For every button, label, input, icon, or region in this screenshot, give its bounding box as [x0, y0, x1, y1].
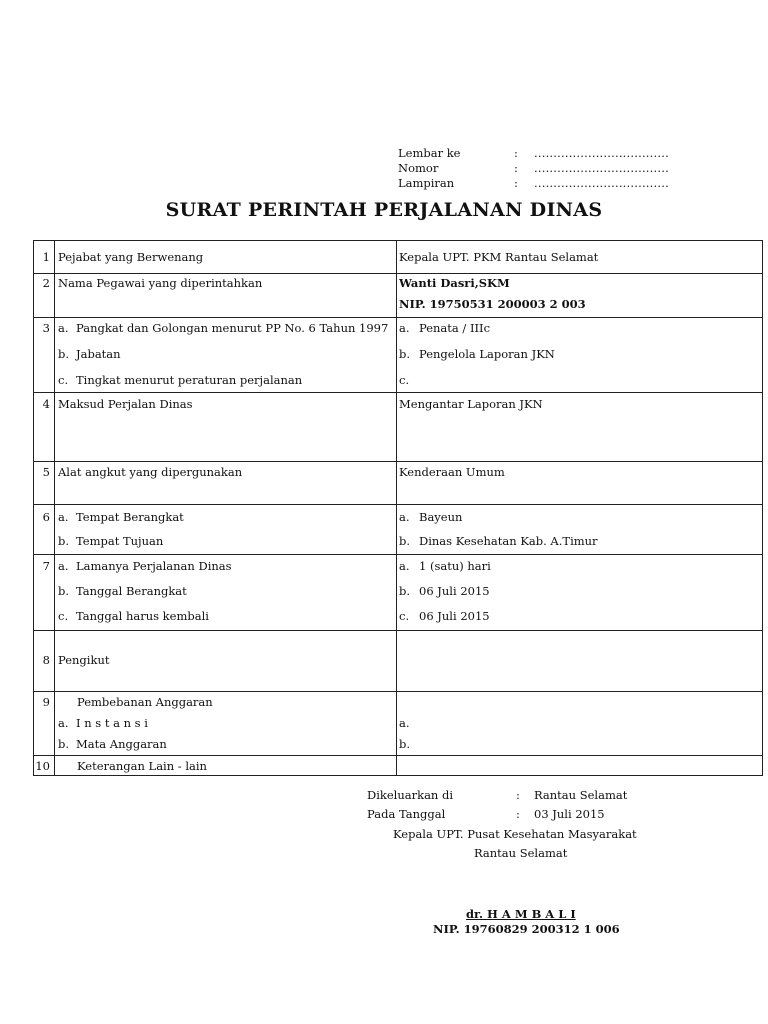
reference-label: Lampiran: [398, 176, 455, 190]
list-marker: a.: [58, 559, 69, 573]
field-label-tempat-berangkat: Tempat Berangkat: [76, 510, 184, 524]
row-divider: [34, 461, 762, 462]
field-value-jabatan: Pengelola Laporan JKN: [419, 347, 555, 361]
issued-place-label: Dikeluarkan di: [367, 788, 454, 802]
row-number: 4: [42, 397, 50, 411]
list-marker: a.: [58, 321, 69, 335]
signatory-name: dr. H A M B A L I: [466, 907, 576, 921]
row-number: 9: [42, 695, 50, 709]
row-divider: [34, 630, 762, 631]
list-marker: c.: [58, 609, 69, 623]
field-value-tanggal-kembali: 06 Juli 2015: [419, 609, 490, 623]
reference-colon: :: [514, 176, 518, 190]
row-divider: [34, 317, 762, 318]
reference-value: ...................................: [534, 161, 669, 175]
row-number: 7: [42, 559, 50, 573]
row-number: 3: [42, 321, 50, 335]
document-title: SURAT PERINTAH PERJALANAN DINAS: [165, 199, 603, 221]
field-label-mata-anggaran: Mata Anggaran: [76, 737, 167, 751]
list-marker: b.: [399, 584, 411, 598]
issued-date-label: Pada Tanggal: [367, 807, 446, 821]
row-number: 5: [42, 465, 50, 479]
field-value-tanggal-berangkat: 06 Juli 2015: [419, 584, 490, 598]
list-marker: a.: [58, 510, 69, 524]
signatory-nip: NIP. 19760829 200312 1 006: [433, 922, 620, 936]
row-divider: [34, 691, 762, 692]
field-label-nama-pegawai: Nama Pegawai yang diperintahkan: [58, 276, 263, 290]
issued-date-colon: :: [516, 807, 520, 821]
list-marker: a.: [399, 716, 410, 730]
field-label-alat-angkut: Alat angkut yang dipergunakan: [58, 465, 243, 479]
field-value-pejabat: Kepala UPT. PKM Rantau Selamat: [399, 250, 599, 264]
field-value-alat-angkut: Kenderaan Umum: [399, 465, 505, 479]
list-marker: c.: [399, 373, 410, 387]
row-divider: [34, 554, 762, 555]
list-marker: b.: [399, 534, 411, 548]
row-number: 10: [35, 759, 50, 773]
list-marker: c.: [399, 609, 410, 623]
field-label-jabatan: Jabatan: [76, 347, 121, 361]
column-divider-value: [396, 241, 397, 775]
list-marker: b.: [58, 347, 70, 361]
list-marker: a.: [58, 716, 69, 730]
reference-colon: :: [514, 161, 518, 175]
field-value-maksud: Mengantar Laporan JKN: [399, 397, 543, 411]
column-divider-number: [54, 241, 55, 775]
row-number: 8: [42, 653, 50, 667]
issued-place-colon: :: [516, 788, 520, 802]
reference-block: [398, 146, 669, 191]
reference-value: ...................................: [534, 176, 669, 190]
reference-row-lembar: [398, 146, 669, 161]
list-marker: b.: [399, 737, 411, 751]
field-label-tempat-tujuan: Tempat Tujuan: [76, 534, 164, 548]
row-number: 6: [42, 510, 50, 524]
field-value-nama-pegawai: Wanti Dasri,SKM: [399, 276, 510, 290]
reference-label: Lembar ke: [398, 146, 461, 160]
field-label-pengikut: Pengikut: [58, 653, 110, 667]
field-label-maksud: Maksud Perjalan Dinas: [58, 397, 193, 411]
reference-row-lampiran: [398, 176, 669, 191]
field-label-pembebanan: Pembebanan Anggaran: [77, 695, 213, 709]
row-divider: [34, 273, 762, 274]
list-marker: c.: [58, 373, 69, 387]
field-label-instansi: I n s t a n s i: [76, 716, 148, 730]
list-marker: b.: [399, 347, 411, 361]
signatory-position: Kepala UPT. Pusat Kesehatan Masyarakat: [393, 827, 637, 841]
field-label-tanggal-kembali: Tanggal harus kembali: [76, 609, 209, 623]
row-divider: [34, 392, 762, 393]
list-marker: b.: [58, 737, 70, 751]
row-number: 1: [42, 250, 50, 264]
issued-place-value: Rantau Selamat: [534, 788, 628, 802]
field-value-pangkat: Penata / IIIc: [419, 321, 491, 335]
field-label-keterangan: Keterangan Lain - lain: [77, 759, 207, 773]
row-number: 2: [42, 276, 50, 290]
field-label-tingkat: Tingkat menurut peraturan perjalanan: [76, 373, 303, 387]
form-table: [33, 240, 763, 776]
list-marker: b.: [58, 584, 70, 598]
field-value-tempat-tujuan: Dinas Kesehatan Kab. A.Timur: [419, 534, 598, 548]
field-label-tanggal-berangkat: Tanggal Berangkat: [76, 584, 187, 598]
reference-colon: :: [514, 146, 518, 160]
field-label-lamanya: Lamanya Perjalanan Dinas: [76, 559, 232, 573]
field-value-tempat-berangkat: Bayeun: [419, 510, 463, 524]
list-marker: a.: [399, 321, 410, 335]
field-value-nip-pegawai: NIP. 19750531 200003 2 003: [399, 297, 586, 311]
list-marker: b.: [58, 534, 70, 548]
row-divider: [34, 755, 762, 756]
list-marker: a.: [399, 510, 410, 524]
issued-date-value: 03 Juli 2015: [534, 807, 605, 821]
field-label-pangkat: Pangkat dan Golongan menurut PP No. 6 Tahun 1997: [76, 321, 389, 335]
signatory-location: Rantau Selamat: [474, 846, 568, 860]
reference-value: ...................................: [534, 146, 669, 160]
field-value-lamanya: 1 (satu) hari: [419, 559, 491, 573]
field-label-pejabat: Pejabat yang Berwenang: [58, 250, 204, 264]
reference-row-nomor: [398, 161, 669, 176]
list-marker: a.: [399, 559, 410, 573]
reference-label: Nomor: [398, 161, 439, 175]
row-divider: [34, 504, 762, 505]
